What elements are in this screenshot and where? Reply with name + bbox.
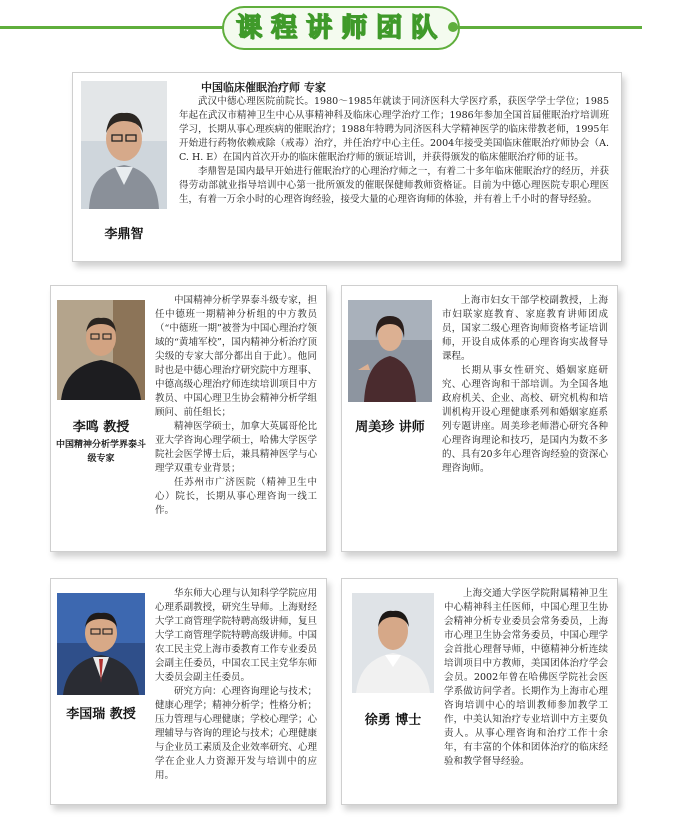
lecturer-photo-xu-yong — [352, 593, 434, 693]
bio-paragraph: 李鼎智是国内最早开始进行催眠治疗的心理治疗师之一，有着二十多年临床催眠治疗的经历，并获得劳动部就业指导培训中心第一批所颁发的催眠保健师教师资格证。目前为中德心理医院专职心理医生，有着一万余小时的心理咨询经验，接受大量的心理咨询师的体验，并有着上千小时的督导经验。 — [179, 166, 609, 205]
header-right-rule — [452, 26, 642, 29]
bio-paragraph: 研究方向：心理咨询理论与技术；健康心理学；精神分析学；性格分析；压力管理与心理健康；学校心理学；心理辅导与咨询的理论与技术；心理健康与企业员工素质及企业效率研究、心理学在企业人力资源开发与培训中的应用。 — [155, 686, 317, 781]
lecturer-bio — [155, 294, 317, 518]
bio-paragraph: 上海交通大学医学院附属精神卫生中心精神科主任医师，中国心理卫生协会精神分析专业委员会常务委员，上海市心理卫生协会常务委员，中国心理学会首批心理督导师，中德精神分析连续培训项目中方教师，美国团体治疗学会会员。2002年曾在哈佛医学院社会医学系做访问学者。长期作为上海市心理咨询培训中心的培训教师参加教学工作，中美认知治疗专业培训中方主要负责人。从事心理咨询和治疗工作十余年，有丰富的个体和团体治疗的临床经验和教学督导经验。 — [444, 588, 608, 767]
bio-paragraph: 华东师大心理与认知科学学院应用心理系副教授，研究生导师。上海财经大学工商管理学院特聘高级讲师，复旦大学工商管理学院特聘高级讲师。中国农工民主党上海市委教育工作专业委员会副主任委员，中国农工民主党华东师大委员会副主任委员。 — [155, 588, 317, 683]
bio-paragraph: 上海市妇女干部学校副教授，上海市妇联家庭教育、家庭教育讲师团成员，国家二级心理咨询师资格考证培训师，开设自成体系的心理咨询实战督导课程。 — [442, 295, 608, 362]
lecturer-name: 徐勇 博士 — [364, 713, 422, 728]
lecturer-bio — [155, 587, 317, 783]
lecturer-bio — [442, 294, 608, 476]
lecturer-photo-li-guorui — [57, 593, 145, 695]
lecturer-name: 李鸣 教授 — [72, 420, 130, 435]
page-title: 课程讲师团队 — [222, 6, 460, 50]
header-left-rule — [0, 26, 226, 29]
lecturer-name: 周美珍 讲师 — [355, 420, 425, 435]
lecturer-name: 李鼎智 — [104, 227, 144, 242]
lecturer-card-li-ming — [50, 285, 327, 552]
bio-paragraph: 任苏州市广济医院（精神卫生中心）院长，长期从事心理咨询一线工作。 — [155, 477, 317, 516]
lecturer-subtitle: 中国精神分析学界泰斗级专家 — [55, 440, 146, 464]
lecturer-bio — [179, 81, 609, 207]
lecturer-bio — [444, 587, 608, 769]
lecturer-card-li-dingzhi — [72, 72, 622, 262]
lecturer-photo-li-dingzhi — [81, 81, 167, 209]
lecturer-photo-zhou-meizhen — [348, 300, 432, 402]
bio-paragraph: 武汉中德心理医院前院长。1980～1985年就读于同济医科大学医疗系，获医学学士学位；1985年起在武汉市精神卫生中心从事精神科及临床心理学治疗工作；1986年参加全国首届催眠治疗培训班学习，长期从事心理疾病的催眠治疗；1988年特聘为同济医科大学精神医学的临床带教老师，1995年开始进行药物依赖戒除（戒毒）治疗，并任治疗中心主任。2004年接受美国临床催眠治疗师协会（A. C. H. E）在国内首次开办的临床催眠治疗师的颁证培训，并获得颁发的临床催眠治疗师的证书。 — [179, 96, 609, 163]
lecturer-card-li-guorui — [50, 578, 327, 805]
bio-paragraph: 精神医学硕士，加拿大英属哥伦比亚大学咨询心理学硕士，哈佛大学医学院社会医学博士后，兼具精神医学与心理学双重专业背景； — [155, 421, 317, 474]
lecturer-name: 李国瑞 教授 — [66, 707, 136, 722]
page-header — [0, 0, 679, 52]
lecturer-card-xu-yong — [341, 578, 618, 805]
lecturer-heading: 中国临床催眠治疗师 专家 — [201, 81, 326, 94]
bio-paragraph: 中国精神分析学界泰斗级专家，担任中德班一期精神分析组的中方教员（“中德班一期”被誉为中国心理治疗领域的“黄埔军校”，国内精神分析治疗顶尖级的专家大部分都出自于此）。他同时也是中德心理治疗研究院中方理事、中德高级心理治疗师连续培训项目中方教员、中国心理卫生协会精神分析学组顾问、前任组长； — [155, 295, 317, 418]
lecturer-card-zhou-meizhen — [341, 285, 618, 552]
bio-paragraph: 长期从事女性研究、婚姻家庭研究、心理咨询和干部培训。为全国各地政府机关、企业、高校、研究机构和培训机构开设心理健康系列和婚姻家庭系列专题讲座。周美珍老师潜心研究各种心理咨询理论和技巧，是国内为数不多的、具有20多年心理咨询经验的资深心理咨询师。 — [442, 365, 608, 474]
lecturer-photo-li-ming — [57, 300, 145, 400]
